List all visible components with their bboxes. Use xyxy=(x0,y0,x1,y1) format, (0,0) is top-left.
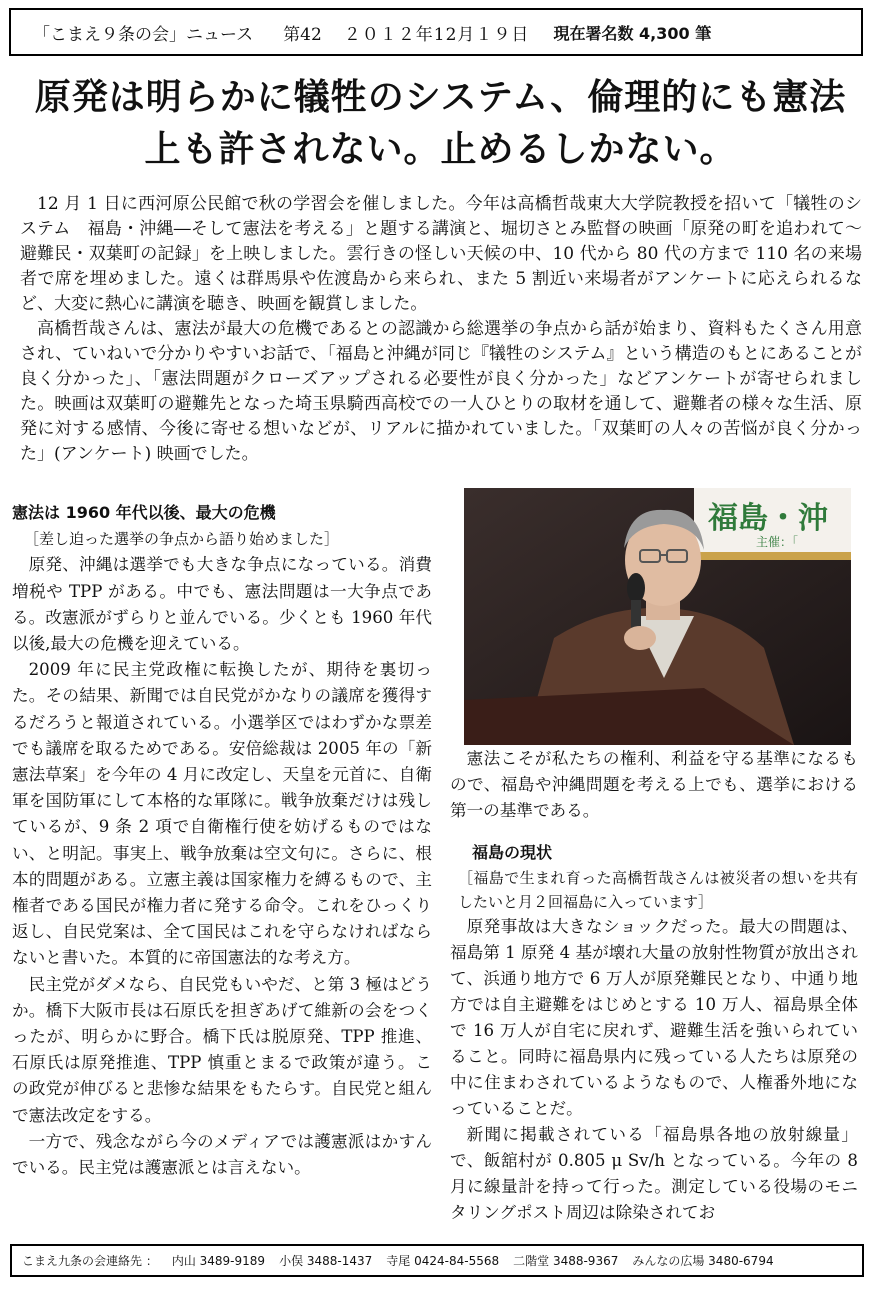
issue-date: ２０１２年12月１９日 xyxy=(343,24,530,45)
lead-paragraph-1: 12 月 1 日に西河原公民館で秋の学習会を催しました。今年は高橋哲哉東大大学院教授を招いて「犠牲のシステム 福島・沖縄―そして憲法を考える」と題する講演と、堀切さとみ監督の映画「原発の町を追われて～避難民・双葉町の記録」を上映しました。雲行きの怪しい天候の中、10 代から 80 代の方まで 110 名の来場者で席を埋めました。遠くは群馬県や佐渡島から来られ、また 5 割近い来場者がアンケートに応えられるなど、大変に熱心に講演を聴き、映画を観賞しました。 xyxy=(20,194,862,314)
paragraph: 一方で、残念ながら今のメディアでは護憲派はかすんでいる。民主党は護憲派とは言えない。 xyxy=(12,1131,432,1178)
masthead xyxy=(9,8,863,56)
contact-item: 二階堂 3488-9367 xyxy=(513,1254,619,1268)
speaker-photo-illustration xyxy=(464,488,851,745)
paragraph: 原発、沖縄は選挙でも大きな争点になっている。消費増税や TPP がある。中でも、憲法問題は一大争点である。改憲派がずらりと並んでいる。少くとも 1960 年代以後,最大の危機を迎えている。 xyxy=(12,555,432,654)
signature-count: 現在署名数 4,300 筆 xyxy=(553,23,712,43)
contact-footer xyxy=(10,1244,864,1277)
banner-sub-text: 主催：「 xyxy=(756,535,799,549)
speaker-hand xyxy=(624,626,656,650)
headline xyxy=(0,72,881,176)
left-column xyxy=(12,500,432,1181)
lead-paragraph-2: 高橋哲哉さんは、憲法が最大の危機であるとの認識から総選挙の争点から話が始まり、資料もたくさん用意され、ていねいで分かりやすいお話で、「福島と沖縄が同じ『犠牲のシステム』という構造のもとにあることが良く分かった」、「憲法問題がクローズアップされる必要性が良く分かった」などアンケートが寄せられました。映画は双葉町の避難先となった埼玉県騎西高校での一人ひとりの取材を通して、避難者の様々な生活、原発に対する感情、今後に寄せる想いなどが、リアルに描かれていました。「双葉町の人々の苦悩が良く分かった」(アンケート) 映画でした。 xyxy=(20,319,862,464)
lead-article xyxy=(20,192,862,467)
section-subtitle-constitution: ［差し迫った選挙の争点から語り始めました］ xyxy=(24,530,340,549)
contact-item: 寺尾 0424-84-5568 xyxy=(386,1254,500,1268)
section-title-constitution: 憲法は 1960 年代以後、最大の危機 xyxy=(12,503,276,522)
paragraph: 憲法こそが私たちの権利、利益を守る基準になるもので、福島や沖縄問題を考える上でも、選挙における第一の基準である。 xyxy=(450,749,858,820)
speaker-photo xyxy=(464,488,851,745)
paragraph: 原発事故は大きなショックだった。最大の問題は、福島第 1 原発 4 基が壊れ大量の放射性物質が放出されて、浜通り地方で 6 万人が原発難民となり、中通り地方では自主避難をはじめとする 10 万人、福島県全体で 16 万人が自宅に戻れず、避難生活を強いられていること。同時に福島県内に残っている人たちは原発の中に住まわされているようなもので、人権番外地になっていることだ。 xyxy=(450,917,858,1118)
paragraph: 民主党がダメなら、自民党もいやだ、と第 3 極はどうか。橋下大阪市長は石原氏を担ぎあげて維新の会をつくったが、明らかに野合。橋下氏は脱原発、TPP 推進、石原氏は原発推進、TPP 慎重とまるで政策が違う。この政党が伸びると悲惨な結果をもたらす。自民党と組んで憲法改定をする。 xyxy=(12,974,432,1125)
right-column xyxy=(450,746,858,1226)
microphone xyxy=(627,573,645,603)
banner-text: 福島・沖 xyxy=(708,501,828,536)
contact-label: こまえ九条の会連絡先 ： xyxy=(22,1254,158,1268)
newsletter-name: 「こまえ９条の会」ニュース xyxy=(33,24,254,45)
paragraph: 2009 年に民主党政権に転換したが、期待を裏切った。その結果、新聞では自民党がかなりの議席を獲得するだろうと報道されている。小選挙区ではわずかな票差でも議席を取るためである。安倍総裁は 2005 年の「新憲法草案」を今年の 4 月に改定し、天皇を元首に、自衛軍を国防軍にして本格的な軍隊に。戦争放棄だけは残しているが、9 条 2 項で自衛権行使を妨げるものではない、と明記。事実上、戦争放棄は空文句に。さらに、根本的問題がある。立憲主義は国家権力を縛るもので、主権者である国民が権力者に発する命令。これをひっくり返し、自民党案は、全て国民はこれを守らなければならないと書いた。本質的に帝国憲法的な考え方。 xyxy=(12,660,432,968)
section-title-fukushima: 福島の現状 xyxy=(472,843,553,862)
headline-line-2: 上も許されない。止めるしかない。 xyxy=(144,129,737,170)
paragraph: 新聞に掲載されている「福島県各地の放射線量」で、飯舘村が 0.805 μ Sv/h となっている。今年の 8 月に線量計を持って行った。測定している役場のモニタリングポスト周辺は除染されてお xyxy=(450,1125,858,1222)
issue-number: 第42 xyxy=(283,24,322,45)
contact-item: 小俣 3488-1437 xyxy=(279,1254,373,1268)
contact-item: みんなの広場 3480-6794 xyxy=(632,1254,774,1268)
contact-item: 内山 3489-9189 xyxy=(171,1254,266,1268)
headline-line-1: 原発は明らかに犠牲のシステム、倫理的にも憲法 xyxy=(34,77,847,118)
section-subtitle-fukushima: ［福島で生まれ育った高橋哲哉さんは被災者の想いを共有したいと月２回福島に入っています］ xyxy=(458,869,858,911)
